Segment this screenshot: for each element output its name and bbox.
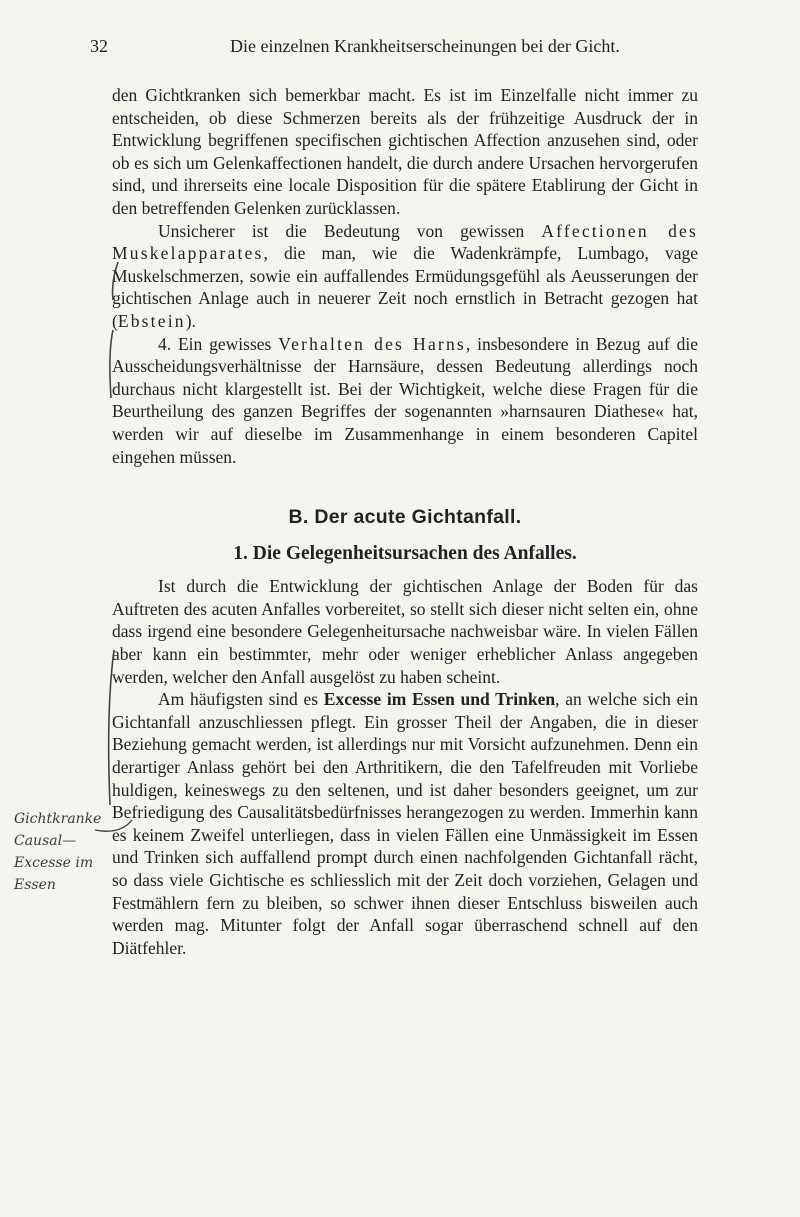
text-run: , an welche sich ein Gichtanfall anzuschliessen pflegt. Ein grosser Theil der Angaben, die in dieser Beziehung gemacht werden, ist allerdings nur mit Vorsicht aufzunehmen. Denn ein derartiger Anlass gehört bei den Arthritikern, die den Tafelfreuden mit Vorliebe huldigen, keineswegs zu den seltenen, und ist daher besonders geeignet, um zur Befriedigung des Causalitätsbedürfnisses herangezogen zu werden. Immerhin kann es keinem Zweifel unterliegen, dass in vielen Fällen eine Unmässigkeit im Essen und Trinken sich auffallend prompt durch einen nachfolgenden Gichtanfall rächt, so dass viele Gichtische es schliesslich mit der Zeit doch vorziehen, Gelagen und Festmählern fern zu bleiben, so schwer ihnen dieser Entschluss bisweilen auch werden mag. Mitunter folgt der Anfall sogar überraschend schnell auf den Diätfehler. xyxy=(112,689,698,958)
page-number: 32 xyxy=(90,36,108,56)
text-run: ). xyxy=(185,310,196,331)
marginal-note: Causal— xyxy=(14,833,77,849)
text-run: 4. Ein gewisses xyxy=(158,333,279,354)
marginal-note: Excesse im xyxy=(14,855,94,871)
text-run: , die man, wie die Wadenkrämpfe, Lumbago, vage Muskelschmerzen, sowie ein auffallendes Ermüdungsgefühl als Aeusserungen der gichtischen Anlage auch in neuerer Zeit noch ernstlich in Betracht gezogen hat ( xyxy=(112,243,698,331)
subsection-heading: 1. Die Gelegenheitsursachen des Anfalles. xyxy=(233,542,577,564)
text-run: , insbesondere in Bezug auf die Ausscheidungsverhältnisse der Harnsäure, dessen Bedeutung allerdings noch durchaus nicht klargestellt ist. Bei der Wichtigkeit, welche diese Fragen für die Beurtheilung des ganzen Begriffes der sogenannten »harnsauren Diathese« hat, werden wir auf dieselbe im Zusammenhange in einem besonderen Capitel eingehen müssen. xyxy=(112,333,698,467)
text-run: Unsicherer ist die Bedeutung von gewissen xyxy=(158,220,542,241)
paragraph-excesse xyxy=(112,688,698,959)
paragraph-harn xyxy=(112,333,698,469)
emphasis-spaced: Verhalten des Harns xyxy=(278,333,466,354)
emphasis-bold: Excesse im Essen und Trinken xyxy=(323,689,556,710)
paragraph-continuation: den Gichtkranken sich bemerkbar macht. Es ist im Einzelfalle nicht immer zu entscheiden, ob diese Schmerzen bereits als der frühzeitige Ausdruck der in Entwicklung begriffenen specifischen gichtischen Affection anzusehen sind, oder ob es sich um Gelenkaffectionen handelt, die durch andere Ursachen hervorgerufen sind, und ihrerseits eine locale Disposition für die spätere Etablirung der Gicht in den betreffenden Gelenken zurücklassen. xyxy=(112,85,698,218)
paragraph-gelegenheitursache: Ist durch die Entwicklung der gichtischen Anlage der Boden für das Auftreten des acuten Anfalles vorbereitet, so stellt sich dieser nicht selten ein, ohne dass irgend eine besondere Gelegenheitursache nachweisbar wäre. In vielen Fällen aber kann ein bestimmter, mehr oder weniger erheblicher Anlass angegeben werden, welcher den Anfall ausgelöst zu haben scheint. xyxy=(112,576,698,687)
running-header xyxy=(90,36,700,60)
emphasis-spaced: Affectionen des Muskelapparates xyxy=(112,220,698,264)
text-run: Am häufigsten sind es xyxy=(158,689,324,710)
handwritten-marginalia xyxy=(14,808,124,896)
author-ebstein: Ebstein xyxy=(117,310,186,331)
marginal-note: Essen xyxy=(14,877,56,893)
running-title: Die einzelnen Krankheitserscheinungen bei der Gicht. xyxy=(230,36,620,56)
marginal-note: Gichtkranke xyxy=(14,811,102,827)
body-text xyxy=(112,84,698,959)
section-heading: B. Der acute Gichtanfall. xyxy=(288,506,522,529)
paragraph-muskelapparat xyxy=(112,220,698,333)
